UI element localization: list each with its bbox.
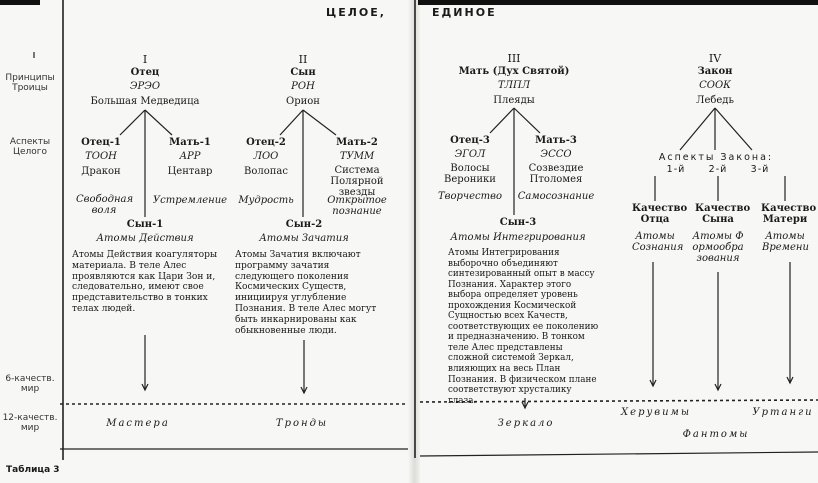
- col3-right-star: Созвездие Птоломея: [528, 163, 584, 185]
- col2-title: Сын: [290, 67, 316, 78]
- col2-bottom: Тронды: [275, 418, 329, 429]
- col2-son-name: Сын-2: [285, 219, 323, 230]
- col3-paragraph: Атомы Интегрирования выборочно объединяют синтезированный опыт в массу Познания. Характер этого выбора определяет уровень прохождения Космической Сущностью всех Качеств, соответствующих ее поколению и предназначению. В тонком теле Алес представлены сложной системой Зеркал, влияющих на весь План Познания. В физическом плане соответствуют хрусталику глаза.: [448, 248, 599, 406]
- col1-bottom: Мастера: [106, 418, 170, 429]
- label-twelve-worlds: 12-качеств. мир: [2, 413, 58, 433]
- label-aspects: Аспекты Целого: [9, 137, 51, 157]
- col2-numeral: II: [298, 53, 308, 66]
- col3-left-name: Отец-3: [450, 135, 490, 146]
- col3-left-code: ЭГОЛ: [454, 149, 486, 160]
- col4-numeral: IV: [708, 52, 722, 65]
- col4-quality-3-name: Качество Матери: [761, 203, 817, 225]
- col3-star: Плеяды: [493, 95, 535, 106]
- header-title-left: ЦЕЛОЕ,: [326, 6, 386, 19]
- col1-right-quality: Устремление: [152, 195, 228, 206]
- col1-star: Большая Медведица: [90, 96, 200, 107]
- col3-right-name: Мать-3: [535, 135, 577, 146]
- col3-right-code: ЭССО: [540, 149, 572, 160]
- right-page-bottom-rule: [420, 452, 818, 456]
- col1-left-name: Отец-1: [81, 137, 121, 148]
- col1-right-name: Мать-1: [169, 137, 211, 148]
- col4-aspect-num-3: 3-й: [750, 164, 770, 175]
- col3-title: Мать (Дух Святой): [458, 66, 570, 77]
- col3-numeral: III: [507, 52, 521, 65]
- col4-code: СООК: [699, 80, 731, 91]
- col1-code: ЭРЭО: [129, 81, 161, 92]
- col2-code: РОН: [291, 81, 315, 92]
- col1-left-star: Дракон: [81, 166, 121, 177]
- col4-star: Лебедь: [696, 95, 734, 106]
- col4-quality-1-atoms: Атомы Сознания: [632, 231, 684, 253]
- col4-bottom-center: Фантомы: [682, 429, 750, 440]
- col3-son-atoms: Атомы Интегрирования: [450, 232, 586, 243]
- col4-aspect-num-1: 1-й: [666, 164, 686, 175]
- col3-left-star: Волосы Вероники: [444, 163, 496, 185]
- col4-bottom-right: Уртанги: [752, 407, 814, 418]
- col2-right-name: Мать-2: [336, 137, 378, 148]
- col4-branch-left: [680, 108, 715, 150]
- col4-branch-right: [715, 108, 752, 150]
- label-six-worlds: 6-качеств. мир: [5, 374, 55, 394]
- col2-left-code: ЛОО: [253, 151, 279, 162]
- col4-quality-2-name: Качество Сына: [695, 203, 751, 225]
- col3-right-quality: Самосознание: [517, 191, 595, 202]
- col4-aspects-title: Аспекты Закона:: [658, 152, 774, 163]
- col2-branch-left: [280, 110, 303, 135]
- col2-star: Орион: [286, 96, 320, 107]
- col2-left-quality: Мудрость: [238, 195, 294, 206]
- col1-branch-left: [120, 110, 145, 135]
- label-principles: Принципы Троицы: [5, 73, 55, 93]
- table-caption: Таблица 3: [6, 465, 60, 475]
- col4-quality-3-atoms: Атомы Времени: [762, 231, 809, 253]
- col4-quality-1-name: Качество Отца: [632, 203, 688, 225]
- col3-branch-left: [490, 108, 514, 133]
- col3-son-name: Сын-3: [499, 217, 537, 228]
- col2-right-star: Система Полярной звезды: [330, 165, 384, 198]
- col2-branch-right: [303, 110, 336, 135]
- col1-paragraph: Атомы Действия коагуляторы материала. В теле Алес проявляются как Цари Зон и, следовательно, имеют свое представительство в тонких телах людей.: [72, 250, 218, 315]
- col2-right-quality: Открытое познание: [327, 195, 387, 217]
- col1-branch-right: [145, 110, 172, 135]
- header-title-right: ЕДИНОЕ: [432, 6, 497, 19]
- col1-right-star: Центавр: [167, 166, 213, 177]
- col1-numeral: I: [142, 53, 148, 66]
- col3-left-quality: Творчество: [438, 191, 502, 202]
- col1-son-atoms: Атомы Действия: [96, 233, 194, 244]
- col1-left-quality: Свободная воля: [76, 194, 134, 216]
- col1-left-code: ТООН: [85, 151, 117, 162]
- col1-title: Отец: [130, 67, 160, 78]
- col3-code: ТЛПЛ: [497, 80, 531, 91]
- col4-bottom-left: Херувимы: [621, 407, 691, 418]
- col2-paragraph: Атомы Зачатия включают программу зачатия следующего поколения Космических Существ, инициируя углубление Познания. В теле Алес могут быть инкарнированы как обыкновенные люди.: [235, 250, 377, 336]
- col2-son-atoms: Атомы Зачатия: [259, 233, 349, 244]
- col4-quality-2-atoms: Атомы Формообразования: [692, 231, 744, 264]
- col2-right-code: ТУММ: [339, 151, 375, 162]
- col3-bottom: Зеркало: [497, 418, 555, 429]
- col3-branch-right: [514, 108, 540, 133]
- col4-aspect-num-2: 2-й: [708, 164, 728, 175]
- col2-left-name: Отец-2: [246, 137, 286, 148]
- col1-son-name: Сын-1: [126, 219, 164, 230]
- col2-left-star: Волопас: [244, 166, 288, 177]
- col1-right-code: АРР: [179, 151, 201, 162]
- col4-title: Закон: [697, 66, 733, 77]
